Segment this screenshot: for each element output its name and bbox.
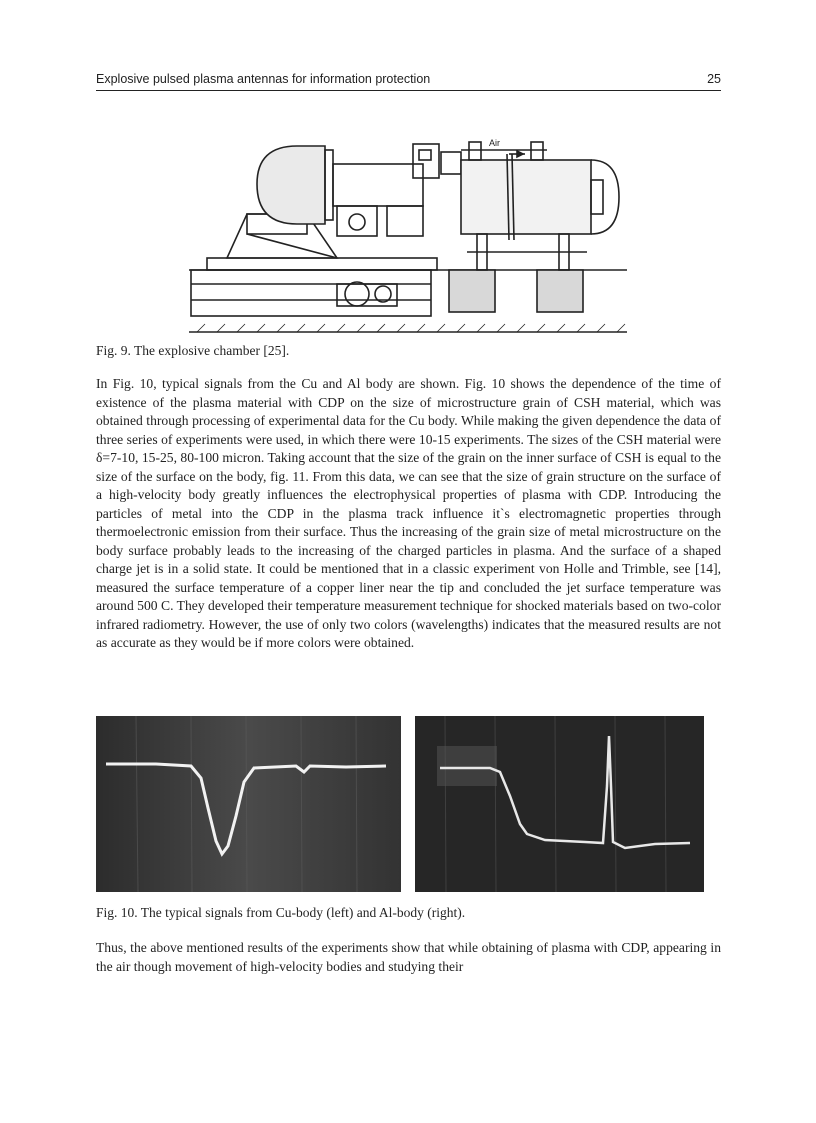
figure-10-caption: Fig. 10. The typical signals from Cu-body (left) and Al-body (right). <box>96 905 466 920</box>
oscillogram-al-body <box>415 716 704 892</box>
paragraph-1: In Fig. 10, typical signals from the Cu and Al body are shown. Fig. 10 shows the dependence of the time of existence of the plasma material with CDP on the size of microstructure grain of CSH material, which was obtained through processing of experimental data for the Cu body. While making the given dependence the data of three series of experiments were used, in which there were 10-15 experiments. The sizes of the CSH material were δ=7-10, 15-25, 80-100 micron. Taking account that the size of the grain on the inner surface of CSH is equal to the size of the surface on the body, fig. 11. From this data, we can see that the size of grain structure on the surface of a high-velocity body greatly influences the electrophysical properties of plasma with CDP. Introducing the particles of metal into the CDP in the plasma track influence it`s electromagnetic properties through thermoelectronic emission from their surface. Thus the increasing of the grain size of metal microstructure on the body surface probably leads to the increasing of the charged particles in plasma. And the surface of a shaped charge jet is in a solid state. It could be mentioned that in a classic experiment von Holle and Trimble, see [14], measured the surface temperature of a copper liner near the tip and concluded the jet surface temperature was around 500 C. They developed their temperature measurement technique for shocked materials based on two-color infrared radiometry. However, the use of only two colors (wavelengths) indicates that the measured results are not as accurate as they would be if more colors were obtained. <box>96 376 721 650</box>
running-head <box>96 72 721 91</box>
running-head-title: Explosive pulsed plasma antennas for information protection <box>96 72 431 86</box>
air-label: Air <box>489 138 500 148</box>
figure-9-caption: Fig. 9. The explosive chamber [25]. <box>96 343 290 358</box>
figure-9-explosive-chamber <box>187 124 632 340</box>
oscillogram-cu-body <box>96 716 401 892</box>
al-body-signal <box>415 716 704 892</box>
paragraph-2: Thus, the above mentioned results of the experiments show that while obtaining of plasma with CDP, appearing in the air though movement of high-velocity bodies and studying their <box>96 940 721 974</box>
page-number: 25 <box>707 72 721 86</box>
explosive-chamber-drawing <box>187 124 632 340</box>
cu-body-signal <box>96 716 401 892</box>
